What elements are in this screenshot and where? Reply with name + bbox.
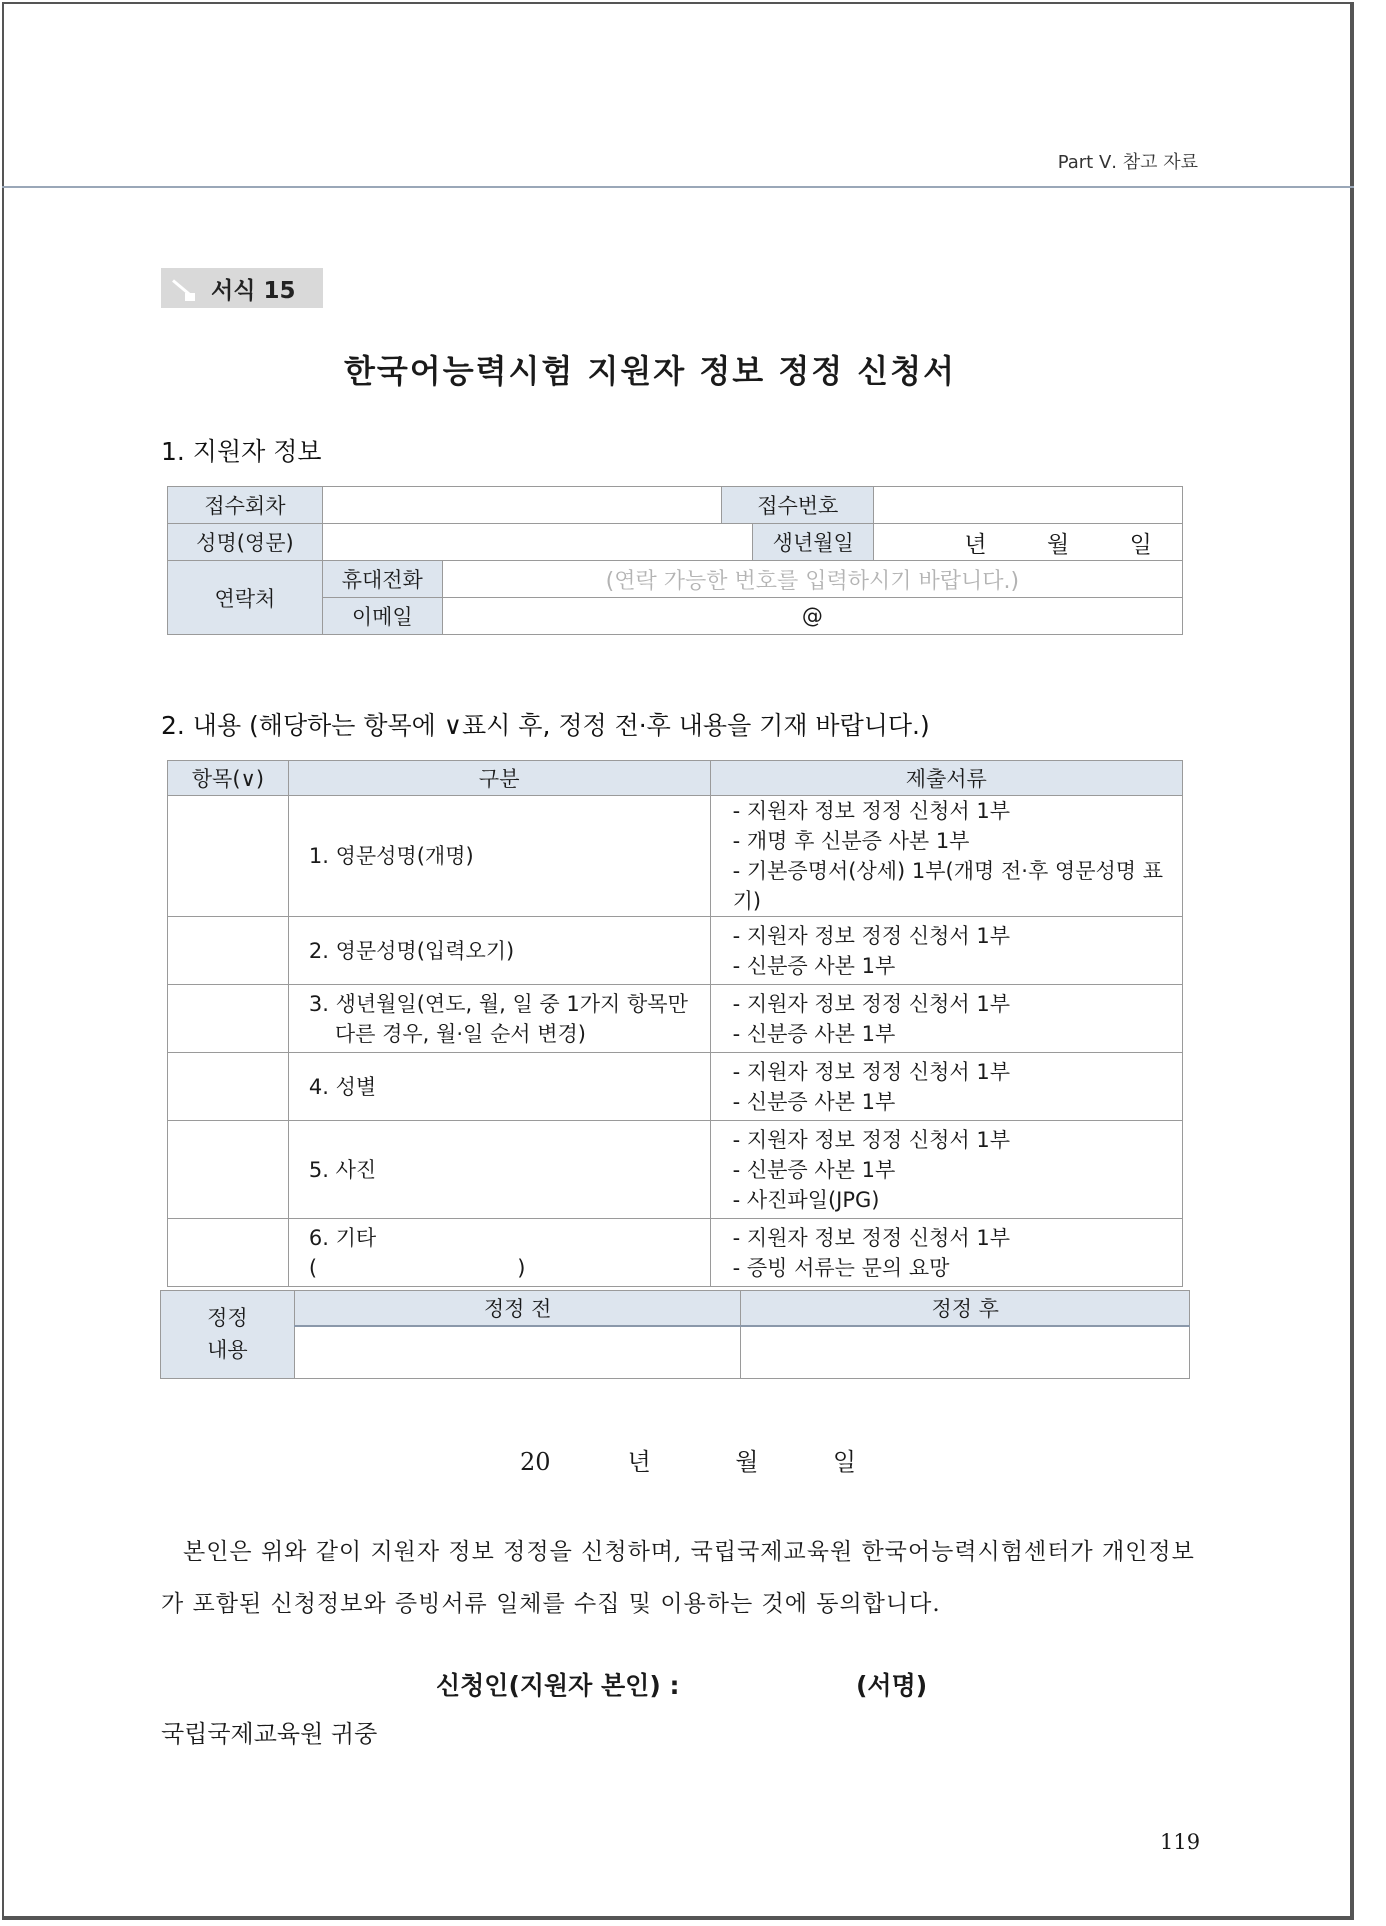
addressee: 국립국제교육원 귀중: [161, 1720, 378, 1748]
after-correction-field[interactable]: [741, 1326, 1190, 1378]
category-header: 구분: [288, 761, 710, 796]
documents-cell: - 지원자 정보 정정 신청서 1부 - 신분증 사본 1부: [710, 1053, 1182, 1121]
birth-month-unit: 월: [1046, 531, 1070, 558]
after-correction-header: 정정 후: [741, 1291, 1190, 1327]
reception-round-label: 접수회차: [168, 487, 323, 524]
item-check-cell-2[interactable]: [168, 917, 289, 985]
email-field[interactable]: @: [442, 598, 1182, 635]
item-check-header: 항목(∨): [168, 761, 289, 796]
category-cell: 3. 생년월일(연도, 월, 일 중 1가지 항목만 다른 경우, 월·일 순서 변경): [288, 985, 710, 1053]
category-cell: 1. 영문성명(개명): [288, 796, 710, 917]
page-number: 119: [1160, 1830, 1201, 1854]
name-field[interactable]: [322, 524, 752, 561]
before-correction-header: 정정 전: [294, 1291, 741, 1327]
document-title: 한국어능력시험 지원자 정보 정정 신청서: [343, 352, 957, 390]
birthdate-label: 생년월일: [753, 524, 874, 561]
birth-year-unit: 년: [964, 531, 987, 558]
form-corner-icon: [169, 273, 199, 303]
item-check-cell-6[interactable]: [168, 1219, 289, 1287]
documents-cell: - 지원자 정보 정정 신청서 1부 - 신분증 사본 1부: [710, 985, 1182, 1053]
correction-content-table: [160, 1290, 1190, 1379]
documents-cell: - 지원자 정보 정정 신청서 1부 - 신분증 사본 1부 - 사진파일(JPG): [710, 1121, 1182, 1219]
documents-cell: - 지원자 정보 정정 신청서 1부 - 증빙 서류는 문의 요망: [710, 1219, 1182, 1287]
section1-heading: 1. 지원자 정보: [161, 437, 322, 466]
reception-round-field[interactable]: [322, 487, 722, 524]
mobile-label: 휴대전화: [322, 561, 442, 598]
form-number-badge: [161, 268, 323, 308]
documents-header: 제출서류: [710, 761, 1182, 796]
birthdate-field[interactable]: [874, 524, 1183, 561]
reception-number-field[interactable]: [874, 487, 1183, 524]
item-check-cell-5[interactable]: [168, 1121, 289, 1219]
category-cell: 2. 영문성명(입력오기): [288, 917, 710, 985]
item-check-cell-3[interactable]: [168, 985, 289, 1053]
category-cell: 5. 사진: [288, 1121, 710, 1219]
mobile-field[interactable]: (연락 가능한 번호를 입력하시기 바랍니다.): [442, 561, 1182, 598]
form-number-label: 서식 15: [211, 277, 296, 304]
birth-day-unit: 일: [1129, 531, 1152, 558]
before-correction-field[interactable]: [294, 1326, 741, 1378]
documents-cell: - 지원자 정보 정정 신청서 1부 - 신분증 사본 1부: [710, 917, 1182, 985]
running-header: Part Ⅴ. 참고 자료: [1057, 152, 1198, 173]
category-cell: 4. 성별: [288, 1053, 710, 1121]
email-label: 이메일: [322, 598, 442, 635]
reception-number-label: 접수번호: [722, 487, 874, 524]
item-check-cell-1[interactable]: [168, 796, 289, 917]
item-check-cell-4[interactable]: [168, 1053, 289, 1121]
contact-label: 연락처: [168, 561, 323, 635]
applicant-label: 신청인(지원자 본인) :: [436, 1671, 680, 1700]
signature-label: (서명): [856, 1671, 928, 1700]
category-cell: 6. 기타 ( ): [288, 1219, 710, 1287]
consent-statement: 본인은 위와 같이 지원자 정보 정정을 신청하며, 국립국제교육원 한국어능력시험센터가 개인정보가 포함된 신청정보와 증빙서류 일체를 수집 및 이용하는 것에 동의합니다.: [161, 1539, 1195, 1617]
section2-heading: 2. 내용 (해당하는 항목에 ∨표시 후, 정정 전·후 내용을 기재 바랍니다.): [161, 711, 930, 740]
applicant-info-table: [167, 486, 1183, 635]
application-date: 20 년 월 일: [520, 1448, 857, 1476]
correction-content-label: 정정 내용: [161, 1291, 295, 1379]
header-rule: [2, 186, 1354, 188]
correction-items-table: [167, 760, 1183, 1287]
name-label: 성명(영문): [168, 524, 323, 561]
documents-cell: - 지원자 정보 정정 신청서 1부 - 개명 후 신분증 사본 1부 - 기본증명서(상세) 1부(개명 전·후 영문성명 표기): [710, 796, 1182, 917]
